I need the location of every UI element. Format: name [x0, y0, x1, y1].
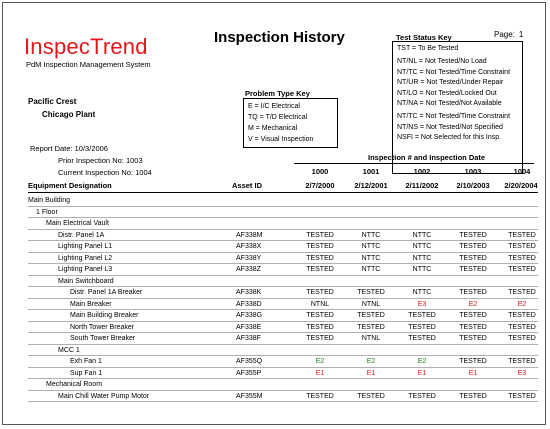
brand-subtitle: PdM Inspection Management System — [26, 60, 151, 69]
status-cell: TESTED — [459, 323, 487, 331]
equipment-column-header: Equipment Designation — [28, 181, 112, 190]
problem-type-key — [243, 98, 338, 148]
key-item: NSFI = Not Selected for this Insp. — [397, 134, 502, 142]
equipment-label: Main Building — [28, 197, 71, 204]
page-label: Page: — [494, 30, 515, 39]
status-cell: NTNL — [361, 300, 381, 308]
inspection-date-header: 2/7/2000 — [305, 181, 335, 190]
table-row — [28, 310, 538, 322]
table-row — [28, 241, 538, 253]
status-cell: TESTED — [306, 392, 334, 400]
equipment-label: Sup Fan 1 — [70, 369, 103, 377]
asset-id: AF355P — [236, 369, 262, 377]
status-cell: E3 — [517, 369, 527, 377]
asset-id: AF338G — [236, 312, 263, 319]
asset-id: AF338Y — [236, 254, 262, 262]
group-row — [28, 218, 538, 230]
equipment-label: Lighting Panel L2 — [58, 254, 113, 262]
status-cell: TESTED — [508, 323, 536, 331]
status-cell: TESTED — [357, 289, 385, 296]
test-status-key-title: Test Status Key — [396, 33, 452, 42]
inspection-id-header: 1001 — [362, 167, 380, 176]
status-cell: TESTED — [459, 254, 487, 262]
status-cell: NTTC — [412, 289, 432, 296]
status-cell: TESTED — [306, 266, 334, 273]
table-row — [28, 264, 538, 276]
status-cell: E1 — [468, 369, 478, 377]
inspection-id-header: 1003 — [464, 167, 482, 176]
equipment-label: Main Building Breaker — [70, 312, 139, 319]
table-row — [28, 299, 538, 311]
inspection-table — [28, 195, 538, 402]
header-divider — [294, 163, 534, 164]
asset-id: AF338Z — [236, 266, 261, 273]
key-item: NT/NA = Not Tested/Not Available — [397, 100, 502, 108]
asset-id: AF338K — [236, 289, 262, 296]
status-cell: TESTED — [508, 335, 536, 342]
status-cell: TESTED — [459, 335, 487, 342]
current-inspection: Current Inspection No: 1004 — [58, 168, 152, 177]
status-cell: TESTED — [306, 335, 334, 342]
table-row — [28, 322, 538, 334]
status-cell: TESTED — [408, 312, 436, 319]
asset-id: AF338F — [236, 335, 261, 342]
asset-column-header: Asset ID — [232, 181, 263, 190]
equipment-label: North Tower Breaker — [70, 323, 135, 331]
group-row — [28, 207, 538, 219]
asset-id: AF355Q — [236, 358, 263, 365]
key-item: M = Mechanical — [248, 125, 298, 132]
equipment-label: Exh Fan 1 — [70, 358, 102, 365]
status-cell: NTTC — [361, 266, 381, 273]
key-item: NT/TC = Not Tested/Time Constraint — [397, 113, 511, 121]
status-cell: TESTED — [306, 231, 334, 239]
status-cell: NTTC — [412, 231, 432, 239]
status-cell: NTTC — [361, 231, 381, 239]
key-item: NT/TC = Not Tested/Time Constraint — [397, 68, 511, 76]
inspection-date-header: 2/10/2003 — [456, 181, 490, 190]
report-date: Report Date: 10/3/2006 — [30, 144, 108, 153]
status-cell: E2 — [468, 300, 478, 308]
equipment-label: Main Breaker — [70, 300, 112, 308]
status-cell: TESTED — [408, 323, 436, 331]
equipment-label: Lighting Panel L1 — [58, 243, 113, 250]
status-cell: TESTED — [459, 358, 487, 365]
site-name: Chicago Plant — [42, 110, 96, 119]
status-cell: TESTED — [508, 243, 536, 250]
table-row — [28, 391, 538, 403]
asset-id: AF338D — [236, 300, 262, 308]
equipment-label: Distr. Panel 1A Breaker — [70, 289, 143, 296]
status-cell: TESTED — [459, 266, 487, 273]
status-cell: E1 — [366, 369, 376, 377]
equipment-label: 1 Floor — [36, 208, 58, 216]
table-row — [28, 253, 538, 265]
key-item: V = Visual Inspection — [248, 136, 314, 143]
status-cell: TESTED — [306, 243, 334, 250]
status-cell: TESTED — [459, 312, 487, 319]
status-cell: TESTED — [459, 392, 487, 400]
status-cell: TESTED — [306, 289, 334, 296]
equipment-label: Distr. Panel 1A — [58, 231, 105, 239]
page-indicator — [494, 30, 523, 39]
status-cell: TESTED — [306, 254, 334, 262]
company-name: Pacific Crest — [28, 97, 77, 106]
asset-id: AF338E — [236, 323, 262, 331]
inspection-date-header: 2/20/2004 — [504, 181, 538, 190]
page-number: 1 — [518, 30, 524, 39]
status-cell: NTTC — [361, 243, 381, 250]
status-cell: E3 — [417, 300, 427, 308]
status-cell: NTTC — [361, 254, 381, 262]
status-cell: TESTED — [408, 392, 436, 400]
prior-inspection: Prior Inspection No: 1003 — [58, 156, 143, 165]
key-item: TST = To Be Tested — [397, 45, 459, 52]
asset-id: AF355M — [236, 392, 263, 400]
key-item: NT/LO = Not Tested/Locked Out — [397, 89, 497, 97]
status-cell: TESTED — [508, 231, 536, 239]
status-cell: NTTC — [412, 243, 432, 250]
status-cell: TESTED — [408, 335, 436, 342]
status-cell: E2 — [517, 300, 527, 308]
table-row — [28, 230, 538, 242]
status-cell: TESTED — [508, 266, 536, 273]
status-cell: TESTED — [459, 243, 487, 250]
inspection-header: Inspection # and Inspection Date — [368, 153, 486, 162]
status-cell: E2 — [315, 358, 325, 365]
key-item: TQ = T/D Electrical — [248, 114, 308, 121]
status-cell: TESTED — [306, 312, 334, 319]
status-cell: NTNL — [361, 335, 381, 342]
status-cell: TESTED — [459, 231, 487, 239]
status-cell: NTTC — [412, 254, 432, 262]
status-cell: E2 — [417, 358, 427, 365]
status-cell: E1 — [315, 369, 325, 377]
status-cell: TESTED — [508, 312, 536, 319]
equipment-label: MCC 1 — [58, 346, 80, 354]
status-cell: NTTC — [412, 266, 432, 273]
status-cell: TESTED — [508, 392, 536, 400]
equipment-label: Main Chill Water Pump Motor — [58, 392, 150, 400]
table-row — [28, 368, 538, 380]
status-cell: E2 — [366, 358, 376, 365]
group-row — [28, 379, 538, 391]
status-cell: TESTED — [508, 358, 536, 365]
status-cell: TESTED — [508, 289, 536, 296]
inspection-date-header: 2/12/2001 — [354, 181, 388, 190]
status-cell: TESTED — [357, 312, 385, 319]
key-item: E = I/C Electrical — [248, 103, 300, 110]
report-title: Inspection History — [214, 29, 345, 46]
inspection-id-header: 1004 — [513, 167, 531, 176]
group-row — [28, 345, 538, 357]
equipment-label: Mechanical Room — [46, 381, 103, 388]
group-row — [28, 195, 538, 207]
status-cell: TESTED — [508, 254, 536, 262]
table-row — [28, 287, 538, 299]
table-header-rule — [28, 192, 538, 193]
table-row — [28, 356, 538, 368]
key-item: NT/NL = Not Tested/No Load — [397, 58, 487, 66]
asset-id: AF338X — [236, 243, 262, 250]
equipment-label: South Tower Breaker — [70, 335, 136, 342]
group-row — [28, 276, 538, 288]
equipment-label: Main Electrical Vault — [46, 220, 109, 227]
key-item: NT/NS = Not Tested/Not Specified — [397, 123, 503, 131]
inspection-id-header: 1002 — [413, 167, 431, 176]
status-cell: TESTED — [357, 323, 385, 331]
key-item: NT/UR = Not Tested/Under Repair — [397, 79, 504, 87]
status-cell: TESTED — [306, 323, 334, 331]
status-cell: E1 — [417, 369, 427, 377]
status-cell: NTNL — [310, 300, 330, 308]
equipment-label: Lighting Panel L3 — [58, 266, 113, 273]
problem-type-key-title: Problem Type Key — [245, 89, 310, 98]
status-cell: TESTED — [357, 392, 385, 400]
equipment-label: Main Switchboard — [58, 277, 114, 285]
inspection-id-header: 1000 — [311, 167, 329, 176]
brand-logo: InspecTrend — [24, 34, 148, 59]
table-row — [28, 333, 538, 345]
status-cell: TESTED — [459, 289, 487, 296]
inspection-date-header: 2/11/2002 — [405, 181, 439, 190]
asset-id: AF338M — [236, 231, 263, 239]
